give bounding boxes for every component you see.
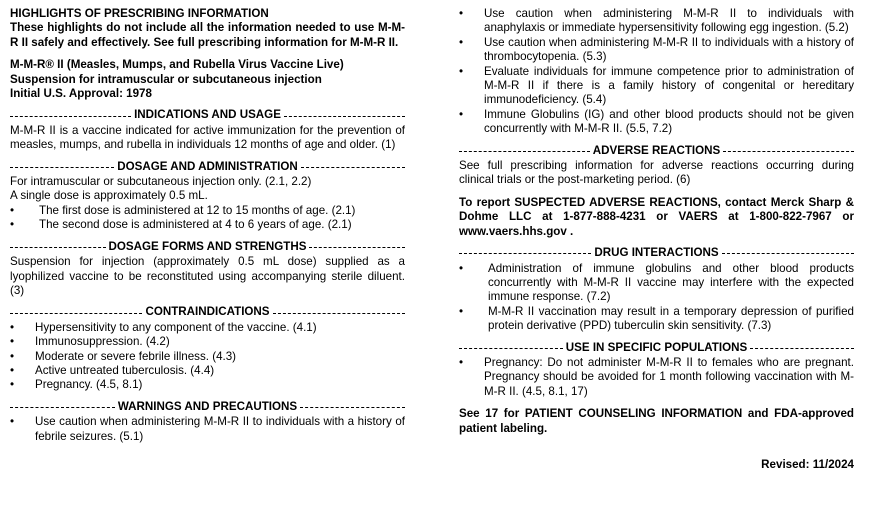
list-item: • Pregnancy: Do not administer M-M-R II to females who are pregnant. Pregnancy should be avoided for 1 month following vaccination with M-M-R II. (4.5, 8.1, 17) xyxy=(459,355,854,398)
list-item: • Use caution when administering M-M-R II to individuals with anaphylaxis or immediate hypersensitivity following egg ingestion. (5.2) xyxy=(459,7,854,35)
left-column xyxy=(10,7,405,444)
warnings-list-left xyxy=(10,415,405,444)
adverse-report: To report SUSPECTED ADVERSE REACTIONS, contact Merck Sharp & Dohme LLC at 1-877-888-4231 or VAERS at 1-800-822-7967 or www.vaers.hhs.gov . xyxy=(459,195,854,238)
indications-text: M-M-R II is a vaccine indicated for active immunization for the prevention of measles, mumps, and rubella in individuals 12 months of age and older. (1) xyxy=(10,123,405,152)
product-name: M-M-R® II (Measles, Mumps, and Rubella Virus Vaccine Live) xyxy=(10,58,344,72)
section-header-populations: USE IN SPECIFIC POPULATIONS xyxy=(459,341,854,355)
list-item: • The second dose is administered at 4 to 6 years of age. (2.1) xyxy=(10,218,352,232)
dosage-list xyxy=(10,204,405,233)
list-item: • Administration of immune globulins and other blood products concurrently with M-M-R II vaccine may interfere with the expected immune response. (7.2) xyxy=(459,261,854,304)
counseling-note: See 17 for PATIENT COUNSELING INFORMATION and FDA-approved patient labeling. xyxy=(459,407,854,435)
populations-list xyxy=(459,356,854,399)
section-header-dosage: DOSAGE AND ADMINISTRATION xyxy=(10,160,405,174)
approval-date: Initial U.S. Approval: 1978 xyxy=(10,87,152,101)
list-item: • Use caution when administering M-M-R II to individuals with a history of thrombocytopenia. (5.3) xyxy=(459,35,854,64)
list-item: • Pregnancy. (4.5, 8.1) xyxy=(10,378,143,392)
section-header-indications: INDICATIONS AND USAGE xyxy=(10,108,405,122)
section-header-forms: DOSAGE FORMS AND STRENGTHS xyxy=(10,240,405,254)
dosage-route: For intramuscular or subcutaneous injection only. (2.1, 2.2) xyxy=(10,175,312,189)
list-item: • Moderate or severe febrile illness. (4.3) xyxy=(10,349,237,363)
list-item: • Use caution when administering M-M-R II to individuals with a history of febrile seizures. (5.1) xyxy=(10,415,405,443)
highlights-title: HIGHLIGHTS OF PRESCRIBING INFORMATION xyxy=(10,7,269,20)
list-item: • Evaluate individuals for immune competence prior to administration of M-M-R II if there is a family history of congenital or hereditary immunodeficiency. (5.4) xyxy=(459,64,854,107)
list-item: • M-M-R II vaccination may result in a temporary depression of purified protein derivative (PPD) tuberculin skin sensitivity. (7.3) xyxy=(459,304,854,333)
section-header-adverse: ADVERSE REACTIONS xyxy=(459,144,854,158)
list-item: • Immunosuppression. (4.2) xyxy=(10,335,170,349)
section-header-contraindications: CONTRAINDICATIONS xyxy=(10,305,405,319)
list-item: • Hypersensitivity to any component of the vaccine. (4.1) xyxy=(10,320,317,334)
list-item: • The first dose is administered at 12 to 15 months of age. (2.1) xyxy=(10,203,356,217)
contraindications-list xyxy=(10,321,405,393)
highlights-intro: These highlights do not include all the information needed to use M-M-R II safely and effectively. See full prescribing information for M-M-R II. xyxy=(10,21,405,49)
interactions-list xyxy=(459,262,854,334)
revised-date: Revised: 11/2024 xyxy=(761,457,854,471)
product-form: Suspension for intramuscular or subcutaneous injection xyxy=(10,72,322,86)
forms-text: Suspension for injection (approximately 0.5 mL dose) supplied as a lyophilized vaccine to be reconstituted using accompanying sterile diluent. (3) xyxy=(10,255,405,297)
list-item: • Immune Globulins (IG) and other blood products should not be given concurrently with M-M-R II. (5.5, 7.2) xyxy=(459,107,854,136)
adverse-text: See full prescribing information for adverse reactions occurring during clinical trials or the post-marketing period. (6) xyxy=(459,159,854,187)
right-column xyxy=(459,7,854,472)
list-item: • Active untreated tuberculosis. (4.4) xyxy=(10,363,215,377)
dosage-volume: A single dose is approximately 0.5 mL. xyxy=(10,189,208,203)
section-header-warnings: WARNINGS AND PRECAUTIONS xyxy=(10,400,405,414)
warnings-list-right xyxy=(459,7,854,137)
section-header-interactions: DRUG INTERACTIONS xyxy=(459,246,854,260)
